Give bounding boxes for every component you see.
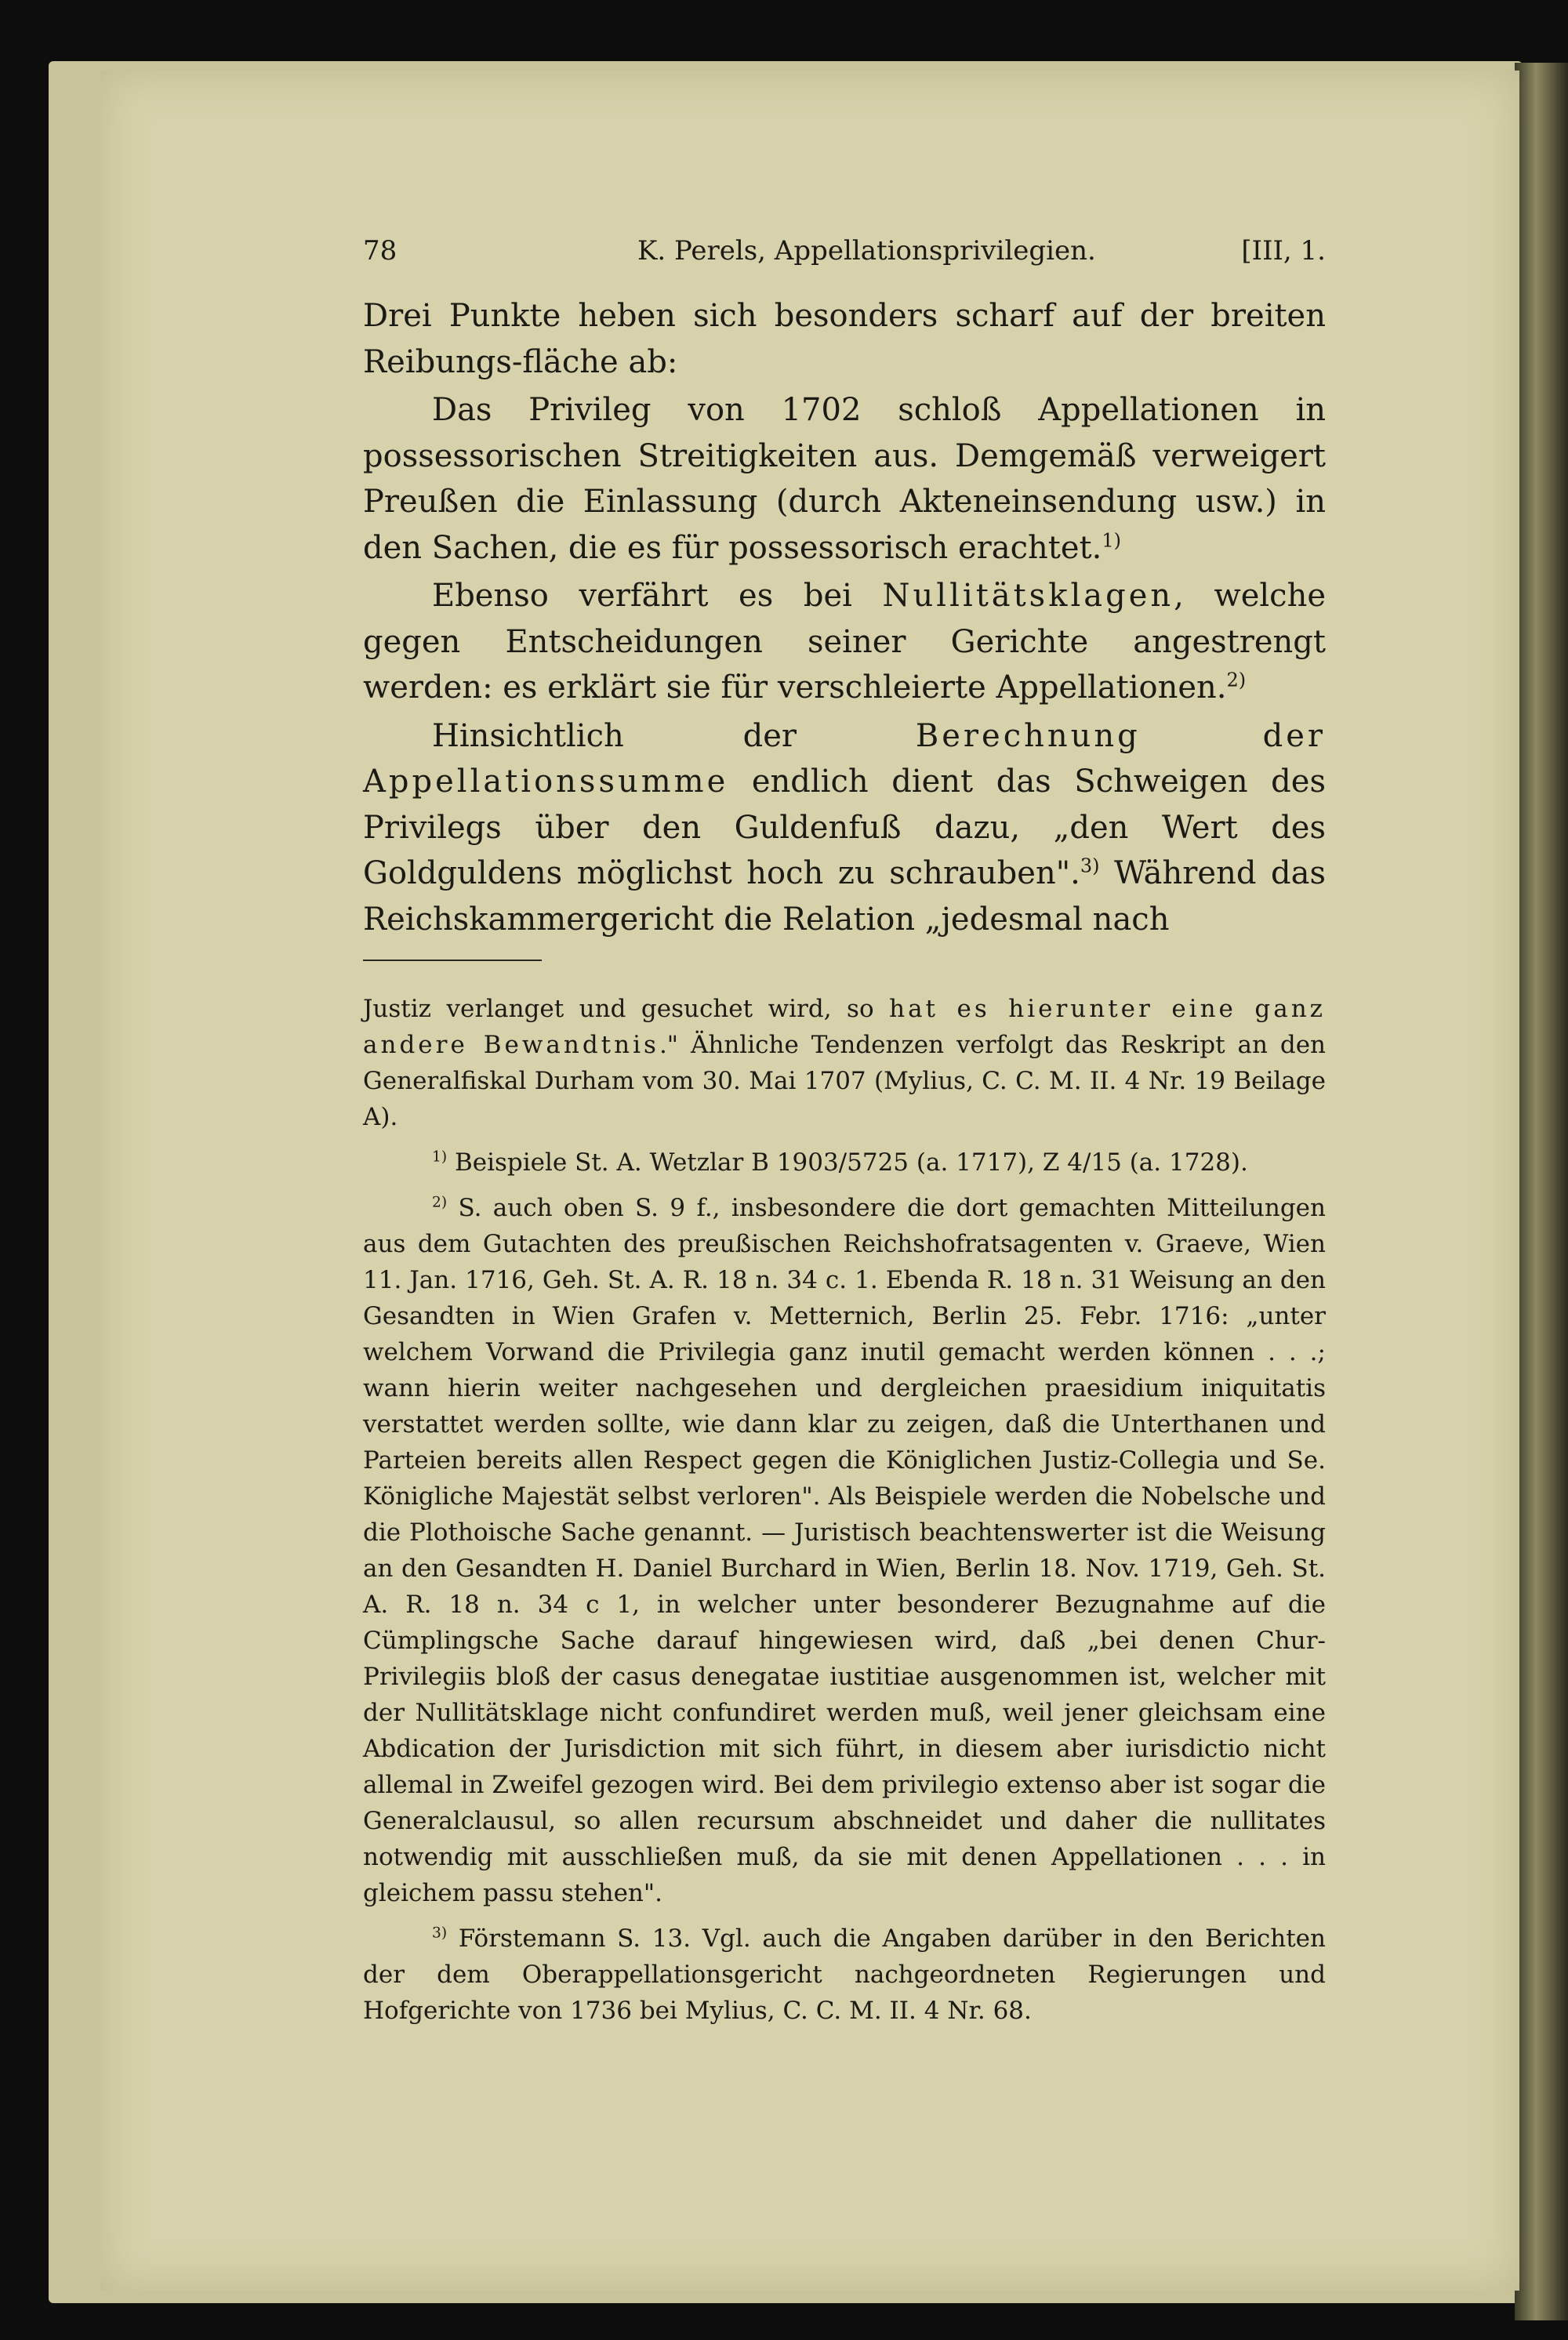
running-title: K. Perels, Appellationsprivilegien. <box>637 235 1096 267</box>
footnote-continuation-text-b: ." Ähnliche Tendenzen verfolgt das Reskript an den Generalfiskal Durham vom 30. Mai 1707 (Mylius, C. C. M. II. 4 Nr. 19 Beilage A). <box>363 1031 1327 1131</box>
footnote-1 <box>363 1145 1326 1181</box>
footnote-continuation <box>363 991 1326 1135</box>
paragraph-4-spaced: Berechnung der Appellationssumme <box>363 717 1327 800</box>
paragraph-2 <box>363 387 1326 571</box>
page-number: 78 <box>363 235 397 267</box>
paragraph-3-text-a: Ebenso verfährt es bei <box>432 578 883 614</box>
footnote-1-mark: 1) <box>432 1148 448 1166</box>
footnote-2 <box>363 1190 1326 1911</box>
footnote-3 <box>363 1921 1326 2029</box>
paragraph-4-text-b: endlich dient das Schweigen des Privilegs über den Guldenfuß dazu, „den Wert des Goldguldens möglichst hoch zu schrauben". <box>363 764 1326 891</box>
body-text <box>363 293 1326 942</box>
running-head <box>363 227 1326 274</box>
book-spine-edge <box>1515 63 1568 2320</box>
paragraph-3 <box>363 573 1326 711</box>
paragraph-3-text-b: , welche gegen Entscheidungen seiner Gerichte angestrengt werden: es erklärt sie für verschleierte Appellationen. <box>363 578 1326 706</box>
section-marker: [III, 1. <box>1241 235 1326 267</box>
paragraph-4-text-c: Während das Reichskammergericht die Relation „jedesmal nach <box>363 855 1326 938</box>
footnote-1-text: Beispiele St. A. Wetzlar B 1903/5725 (a. 1717), Z 4/15 (a. 1728). <box>447 1148 1248 1177</box>
footnote-3-mark: 3) <box>432 1925 448 1942</box>
paragraph-1-text: Drei Punkte heben sich besonders scharf auf der breiten Reibungs-fläche ab: <box>363 298 1326 380</box>
footnote-divider <box>363 960 542 961</box>
footnotes <box>363 991 1326 2029</box>
footnote-2-mark: 2) <box>432 1194 448 1211</box>
page-content <box>363 227 1326 2038</box>
paragraph-3-spaced: Nullitätsklagen <box>882 578 1174 614</box>
note-ref-2: 2) <box>1226 669 1247 691</box>
paragraph-4-text-a: Hinsichtlich der <box>432 717 916 754</box>
paragraph-1 <box>363 293 1326 385</box>
note-ref-3: 3) <box>1080 854 1100 877</box>
footnote-continuation-spaced: hat es hierunter eine ganz andere Bewandtnis <box>363 995 1326 1059</box>
paragraph-2-text: Das Privileg von 1702 schloß Appellationen in possessorischen Streitigkeiten aus. Demgemäß verweigert Preußen die Einlassung (durch Akteneinsendung usw.) in den Sachen, die es für possessorisch erachtet. <box>363 392 1326 566</box>
note-ref-1: 1) <box>1102 529 1121 552</box>
footnote-continuation-text-a: Justiz verlanget und gesuchet wird, so <box>363 995 890 1023</box>
footnote-3-text: Förstemann S. 13. Vgl. auch die Angaben darüber in den Berichten der dem Oberappellationsgericht nachgeordneten Regierungen und Hofgerichte von 1736 bei Mylius, C. C. M. II. 4 Nr. 68. <box>363 1925 1326 2025</box>
paragraph-4 <box>363 713 1326 943</box>
footnote-2-text: S. auch oben S. 9 f., insbesondere die dort gemachten Mitteilungen aus dem Gutachten des preußischen Reichshofratsagenten v. Graeve, Wien 11. Jan. 1716, Geh. St. A. R. 18 n. 34 c. 1. Ebenda R. 18 n. 31 Weisung an den Gesandten in Wien Grafen v. Metternich, Berlin 25. Febr. 1716: „unter welchem Vorwand die Privilegia ganz inutil gemacht werden können . . .; wann hierin weiter nachgesehen und dergleichen praesidium iniquitatis verstattet werden sollte, wie dann klar zu zeigen, daß die Unterthanen und Parteien bereits allen Respect gegen die Königlichen Justiz-Collegia und Se. Königliche Majestät selbst verloren". Als Beispiele werden die Nobelsche und die Plothoische Sache genannt. — Juristisch beachtenswerter ist die Weisung an den Gesandten H. Daniel Burchard in Wien, Berlin 18. Nov. 1719, Geh. St. A. R. 18 n. 34 c 1, in welcher unter besonderer Bezugnahme auf die Cümplingsche Sache darauf hingewiesen wird, daß „bei denen Chur-Privilegiis bloß der casus denegatae iustitiae ausgenommen ist, welcher mit der Nullitätsklage nicht confundiret werden muß, weil jener gleichsam eine Abdication der Jurisdiction mit sich führt, in diesem aber iurisdictio nicht allemal in Zweifel gezogen wird. Bei dem privilegio extenso aber ist sogar die Generalclausul, so allen recursum abschneidet und daher die nullitates notwendig mit ausschließen muß, da sie mit denen Appellationen . . . in gleichem passu stehen". <box>363 1194 1326 1907</box>
